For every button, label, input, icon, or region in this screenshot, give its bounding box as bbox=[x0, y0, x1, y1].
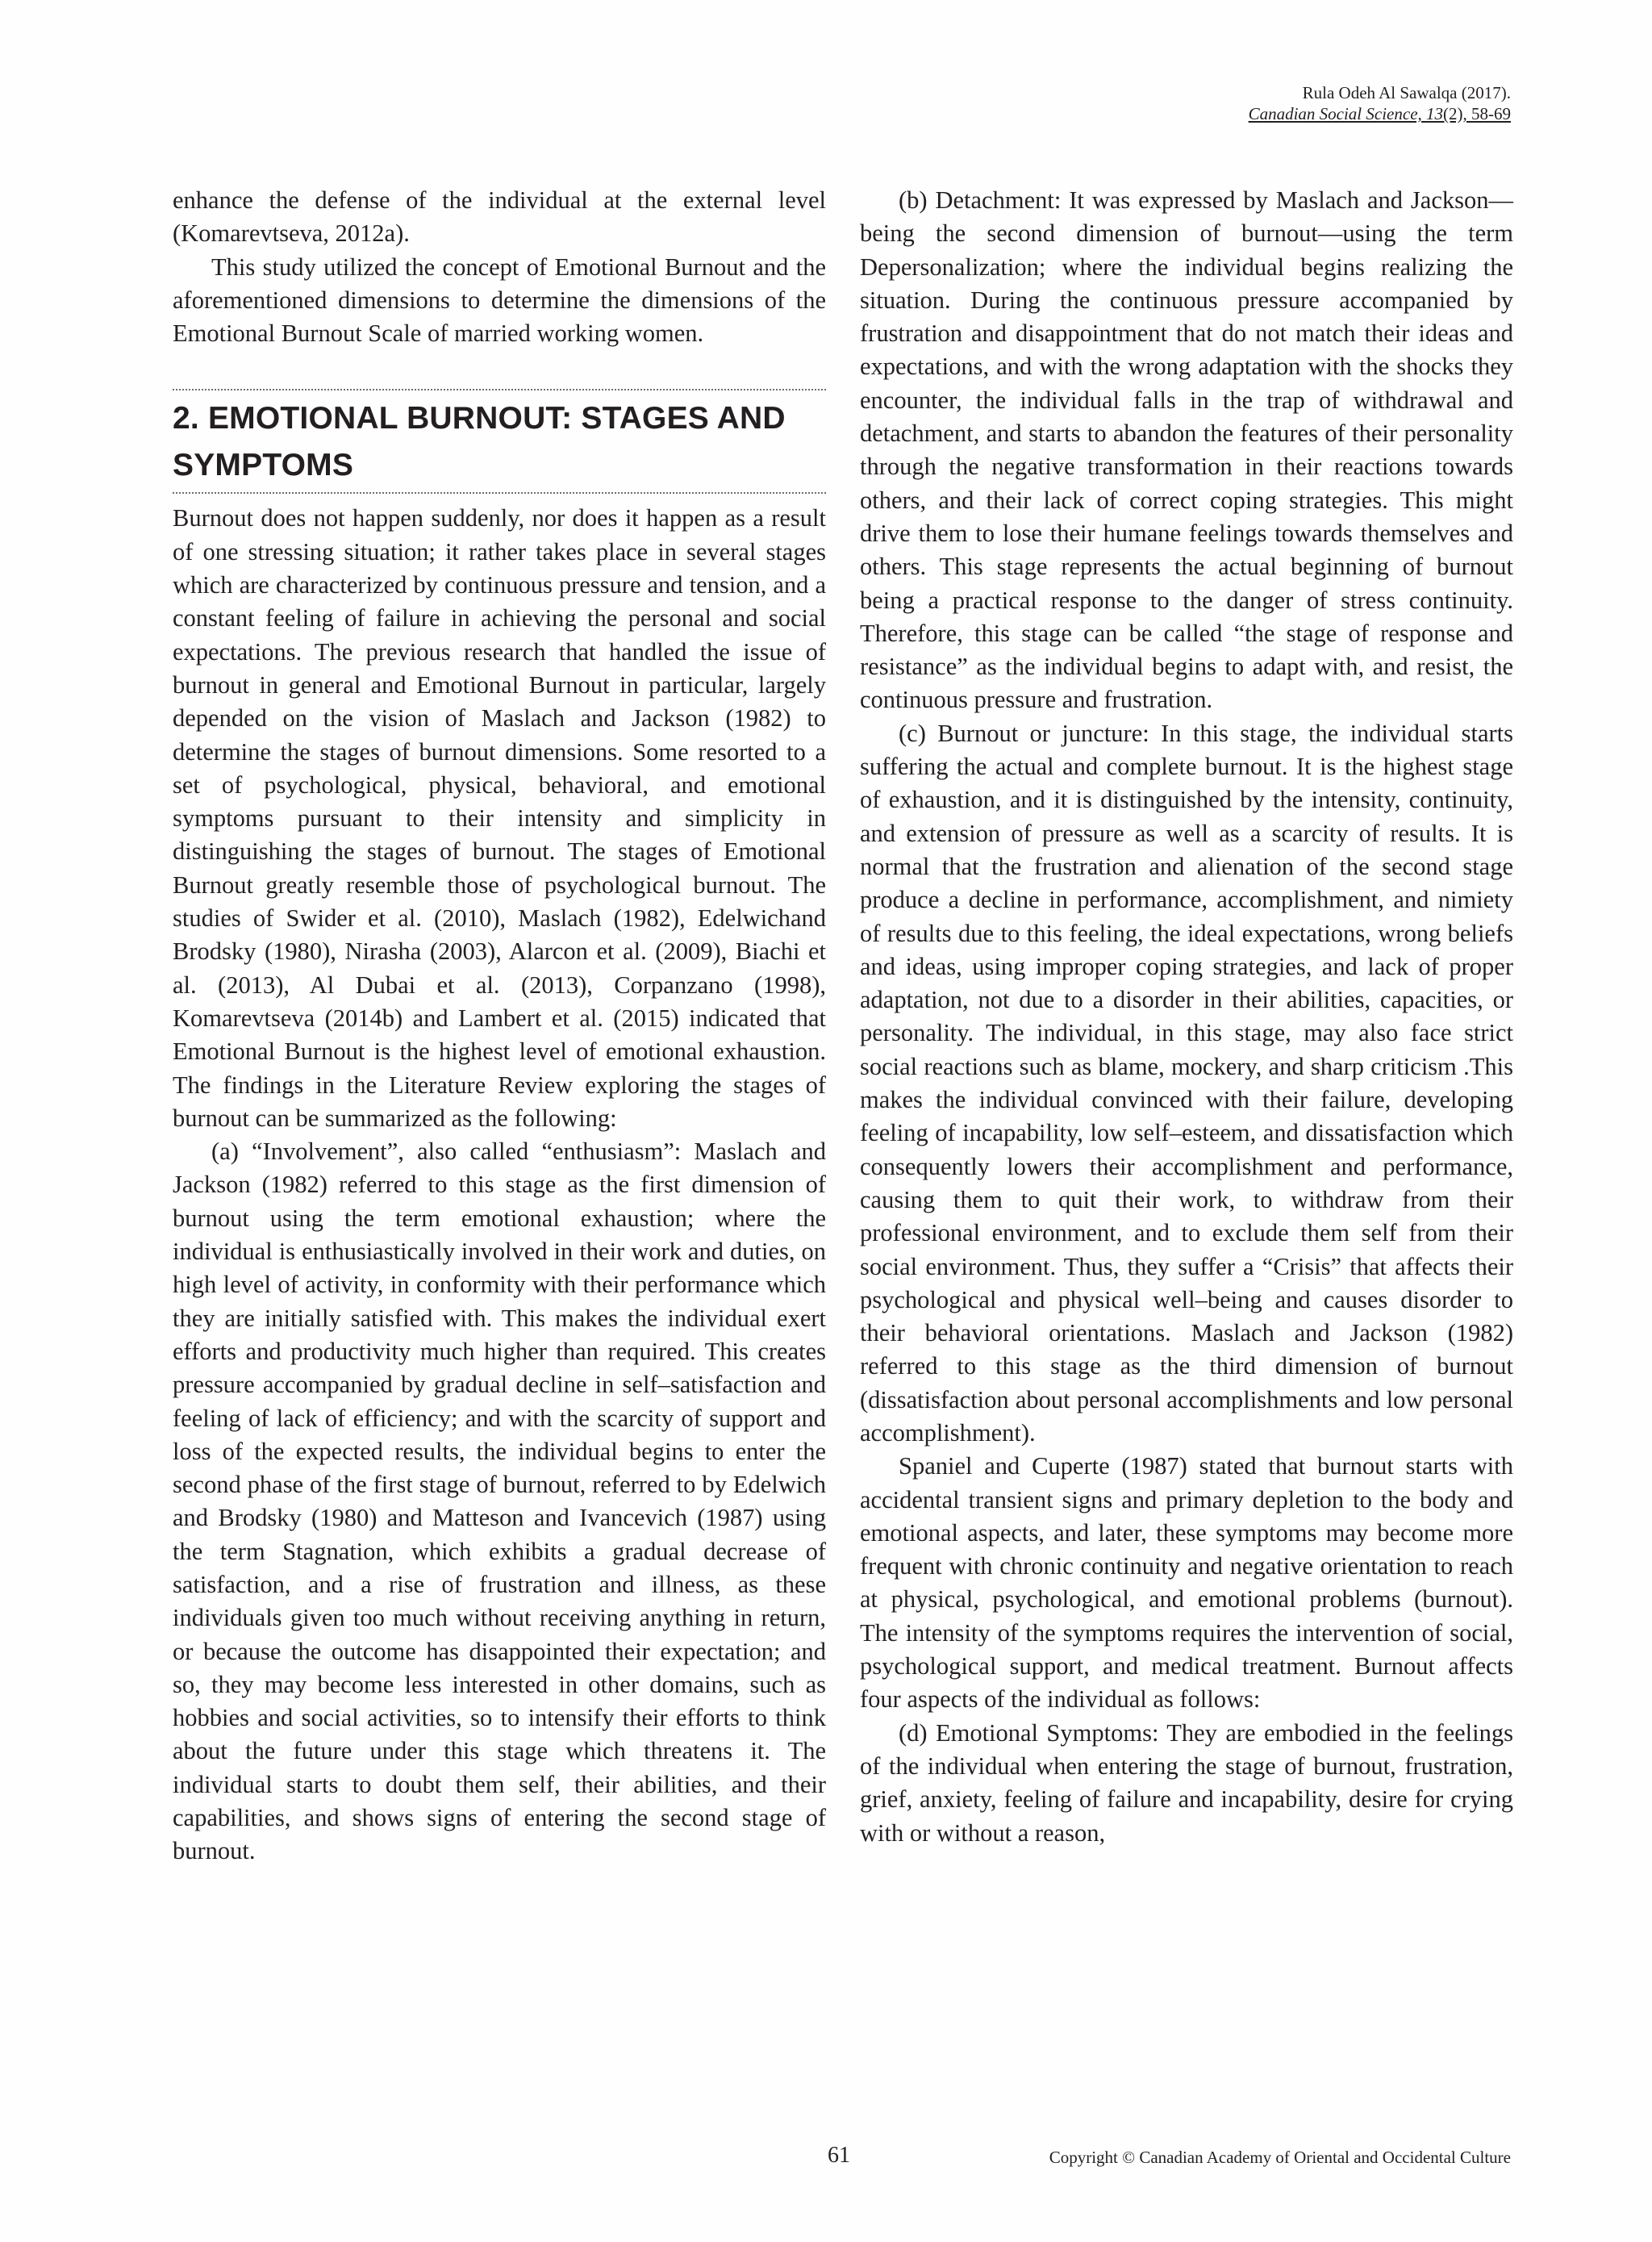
page-number: 61 bbox=[828, 2143, 850, 2168]
paragraph: (c) Burnout or juncture: In this stage, the individual starts suffering the actual and complete burnout. It is the highest stage of exhaustion, and it is distinguished by the intensity, continuity, and extension of pressure as well as a scarcity of results. It is normal that the frustration and alienation of the second stage produce a decline in performance, accomplishment, and nimiety of results due to this feeling, the ideal expectations, wrong beliefs and ideas, using improper coping strategies, and lack of proper adaptation, not due to a disorder in their abilities, capacities, or personality. The individual, in this stage, may also face strict social reactions such as blame, mockery, and sharp criticism .This makes the individual convinced with their failure, developing feeling of incapability, low self–esteem, and dissatisfaction which consequently lowers their accomplishment and performance, causing them to quit their work, to withdraw from their professional environment, and to exclude them self from their social environment. Thus, they suffer a “Crisis” that affects their psychological and physical well–being and causes disorder to their behavioral orientations. Maslach and Jackson (1982) referred to this stage as the third dimension of burnout (dissatisfaction about personal accomplishments and low personal accomplishment). bbox=[860, 719, 1513, 1447]
paragraph: Burnout does not happen suddenly, nor does it happen as a result of one stressing situation; it rather takes place in several stages which are characterized by continuous pressure and tension, and a constant feeling of failure in achieving the personal and social expectations. The previous research that handled the issue of burnout in general and Emotional Burnout in particular, largely depended on the vision of Maslach and Jackson (1982) to determine the stages of burnout dimensions. Some resorted to a set of psychological, physical, behavioral, and emotional symptoms pursuant to their intensity and simplicity in distinguishing the stages of burnout. The stages of Emotional Burnout greatly resemble those of psychological burnout. The studies of Swider et al. (2010), Maslach (1982), Edelwichand Brodsky (1980), Nirasha (2003), Alarcon et al. (2009), Biachi et al. (2013), Al Dubai et al. (2013), Corpanzano (1998), Komarevtseva (2014b) and Lambert et al. (2015) indicated that Emotional Burnout is the highest level of emotional exhaustion. The findings in the Literature Review exploring the stages of burnout can be summarized as the following: bbox=[173, 504, 826, 1132]
right-column bbox=[860, 184, 1513, 1850]
journal-name: Canadian Social Science, 13 bbox=[1248, 104, 1444, 123]
paragraph: Spaniel and Cuperte (1987) stated that burnout starts with accidental transient signs and primary depletion to the body and emotional aspects, and later, these symptoms may become more frequent with chronic continuity and negative orientation to reach at physical, psychological, and emotional problems (burnout). The intensity of the symptoms requires the intervention of social, psychological support, and medical treatment. Burnout affects four aspects of the individual as follows: bbox=[860, 1452, 1513, 1714]
section-heading: 2. EMOTIONAL BURNOUT: STAGES AND SYMPTOMS bbox=[173, 401, 786, 483]
paragraph: This study utilized the concept of Emotional Burnout and the aforementioned dimensions to determine the dimensions of the Emotional Burnout Scale of married working women. bbox=[173, 253, 826, 348]
running-head bbox=[1249, 82, 1511, 124]
copyright-notice: Copyright © Canadian Academy of Oriental and Occidental Culture bbox=[1049, 2148, 1511, 2167]
paragraph: (d) Emotional Symptoms: They are embodied in the feelings of the individual when entering the stage of burnout, frustration, grief, anxiety, feeling of failure and incapability, desire for crying with or without a reason, bbox=[860, 1718, 1513, 1847]
journal-line bbox=[1249, 103, 1511, 124]
paragraph: (a) “Involvement”, also called “enthusiasm”: Maslach and Jackson (1982) referred to this stage as the first dimension of burnout using the term emotional exhaustion; where the individual is enthusiastically involved in their work and duties, on high level of activity, in conformity with their performance which they are initially satisfied with. This makes the individual exert efforts and productivity much higher than required. This creates pressure accompanied by gradual decline in self–satisfaction and feeling of lack of efficiency; and with the scarcity of support and loss of the expected results, the individual begins to enter the second phase of the first stage of burnout, referred to by Edelwich and Brodsky (1980) and Matteson and Ivancevich (1987) using the term Stagnation, which exhibits a gradual decrease of satisfaction, and a rise of frustration and illness, as these individuals given too much without receiving anything in return, or because the outcome has disappointed their expectation; and so, they may become less interested in other domains, such as hobbies and social activities, so to intensify their efforts to think about the future under this stage which threatens it. The individual starts to doubt them self, their abilities, and their capabilities, and shows signs of entering the second stage of burnout. bbox=[173, 1138, 826, 1865]
paragraph: (b) Detachment: It was expressed by Maslach and Jackson—being the second dimension of burnout—using the term Depersonalization; where the individual begins realizing the situation. During the continuous pressure accompanied by frustration and disappointment that do not match their ideas and expectations, and with the wrong adaptation with the shocks they encounter, the individual falls in the trap of withdrawal and detachment, and starts to abandon the features of their personality through the negative transformation in their reactions towards others, and their lack of correct coping strategies. This might drive them to lose their humane feelings towards themselves and others. This stage represents the actual beginning of burnout being a practical response to the danger of stress continuity. Therefore, this stage can be called “the stage of response and resistance” as the individual begins to adapt with, and resist, the continuous pressure and frustration. bbox=[860, 186, 1513, 714]
section-heading-block bbox=[173, 389, 826, 494]
journal-issue: (2), 58-69 bbox=[1443, 104, 1511, 123]
citation-line: Rula Odeh Al Sawalqa (2017). bbox=[1302, 83, 1511, 102]
left-column bbox=[173, 184, 826, 1868]
paragraph: enhance the defense of the individual at the external level (Komarevtseva, 2012a). bbox=[173, 186, 826, 248]
